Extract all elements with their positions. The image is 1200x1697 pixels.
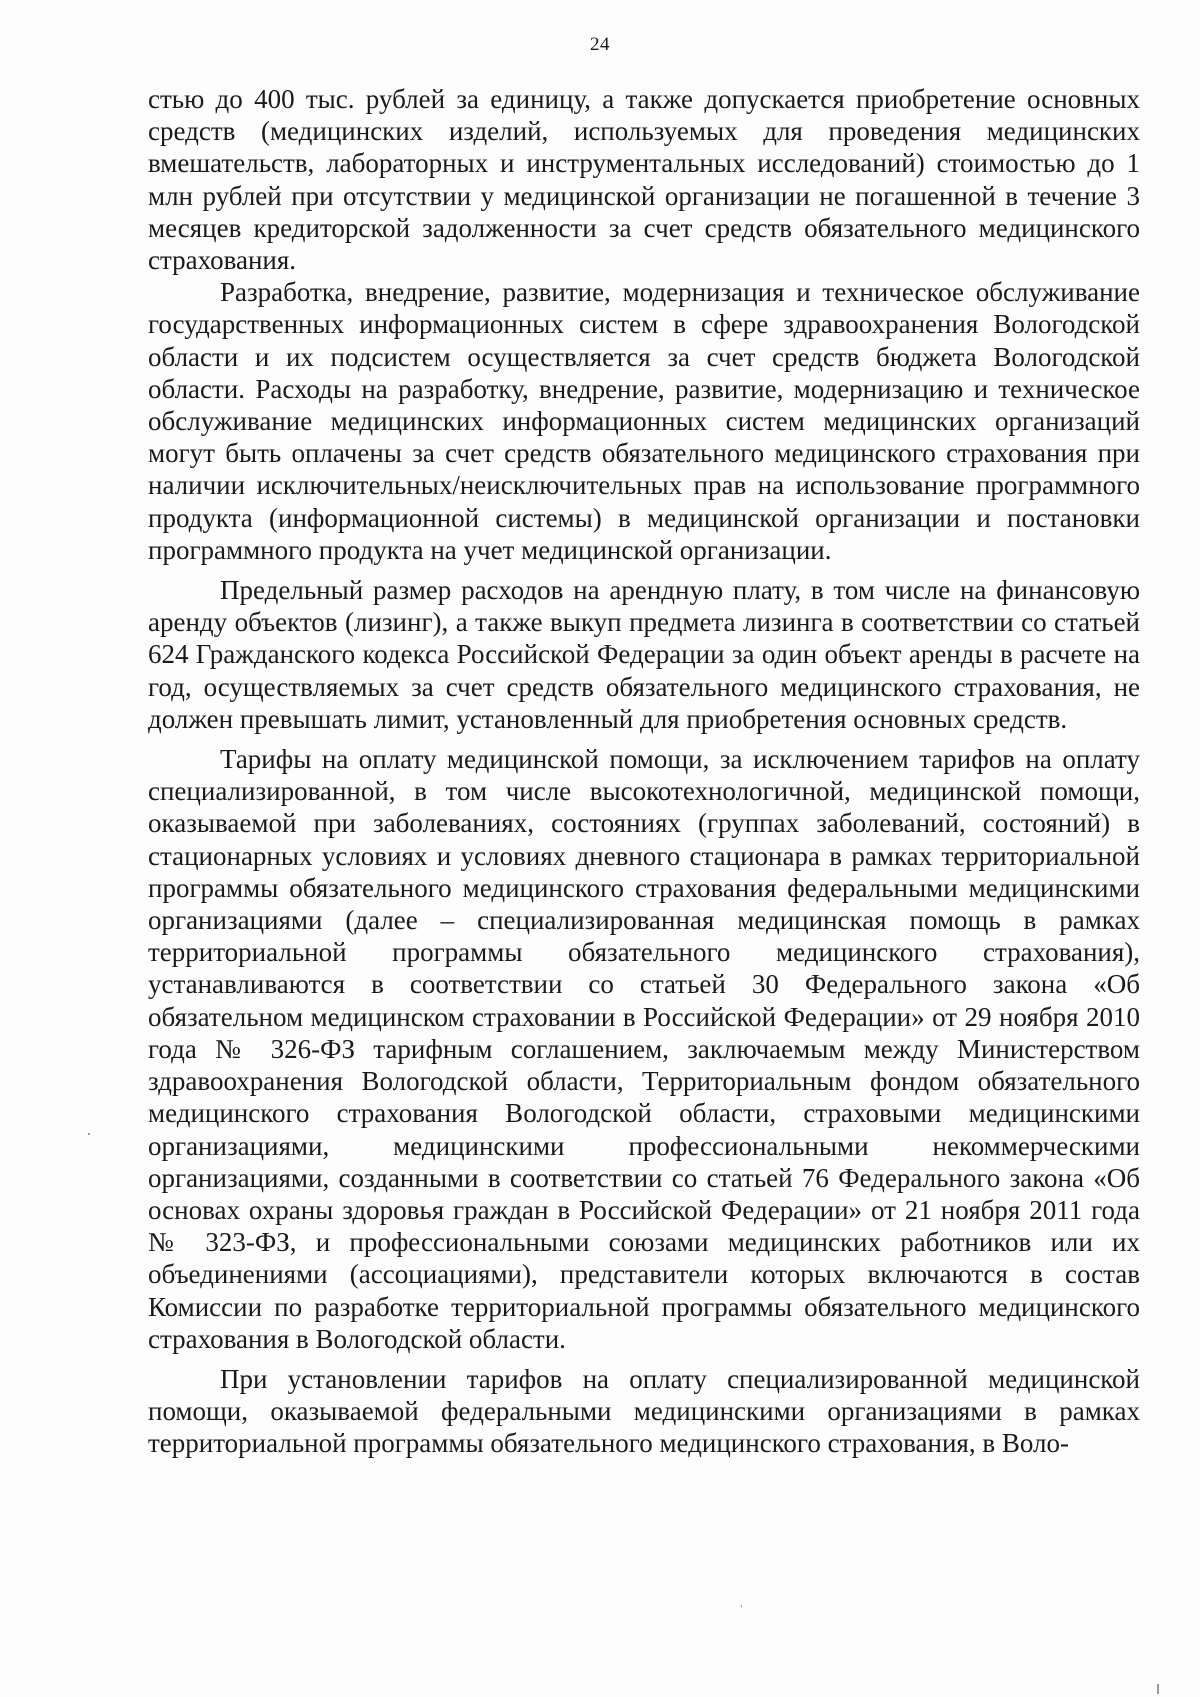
- paragraph-tariffs: Тарифы на оплату медицинской помощи, за исключением тарифов на оплату специализированной, в том числе высокотехнологичной, медицинской помощи, оказываемой при заболеваниях, состояниях (группах заболеваний, состояний) в стационарных условиях и условиях дневного стационара в рамках территориальной программы обязательного медицинского страхования федеральными медицинскими организациями (далее – специализированная медицинская помощь в рамках территориальной программы обязательного медицинского страхования), устанавливаются в соответствии со статьей 30 Федерального закона «Об обязательном медицинском страховании в Российской Федерации» от 29 ноября 2010 года № 326-ФЗ тарифным соглашением, заключаемым между Министерством здравоохранения Вологодской области, Территориальным фондом обязательного медицинского страхования Вологодской области, страховыми медицинскими организациями, медицинскими профессиональными некоммерческими организациями, созданными в соответствии со статьей 76 Федерального закона «Об основах охраны здоровья граждан в Российской Федерации» от 21 ноября 2011 года № 323-ФЗ, и профессиональными союзами медицинских работников или их объединениями (ассоциациями), представители которых включаются в состав Комиссии по разработке территориальной программы обязательного медицинского страхования в Вологодской области.: [148, 744, 1140, 1354]
- scan-artifact-mark: [1157, 1684, 1159, 1694]
- scan-artifact-mark: [88, 1133, 90, 1135]
- paragraph-rent-limit: Предельный размер расходов на арендную плату, в том числе на финансовую аренду объектов (лизинг), а также выкуп предмета лизинга в соответствии со статьей 624 Гражданского кодекса Российской Федерации за один объект аренды в расчете на год, осуществляемых за счет средств обязательного медицинского страхования, не должен превышать лимит, установленный для приобретения основных средств.: [148, 575, 1140, 734]
- scan-artifact-mark: [741, 1605, 742, 1607]
- paragraph-continuation: стью до 400 тыс. рублей за единицу, а также допускается приобретение основных средств (медицинских изделий, используемых для проведения медицинских вмешательств, лабораторных и инструментальных исследований) стоимостью до 1 млн рублей при отсутствии у медицинской организации не погашенной в течение 3 месяцев кредиторской задолженности за счет средств обязательного медицинского страхования.: [148, 84, 1140, 276]
- page-number: 24: [590, 34, 610, 55]
- body-text: [148, 83, 1140, 1460]
- paragraph-information-systems: Разработка, внедрение, развитие, модернизация и техническое обслуживание государственных информационных систем в сфере здравоохранения Вологодской области и их подсистем осуществляется за счет средств бюджета Вологодской области. Расходы на разработку, внедрение, развитие, модернизацию и техническое обслуживание медицинских информационных систем медицинских организаций могут быть оплачены за счет средств обязательного медицинского страхования при наличии исключительных/неисключительных прав на использование программного продукта (информационной системы) в медицинской организации и постановки программного продукта на учет медицинской организации.: [148, 277, 1140, 565]
- paragraph-federal-tariffs: При установлении тарифов на оплату специализированной медицинской помощи, оказываемой федеральными медицинскими организациями в рамках территориальной программы обязательного медицинского страхования, в Воло-: [148, 1363, 1140, 1459]
